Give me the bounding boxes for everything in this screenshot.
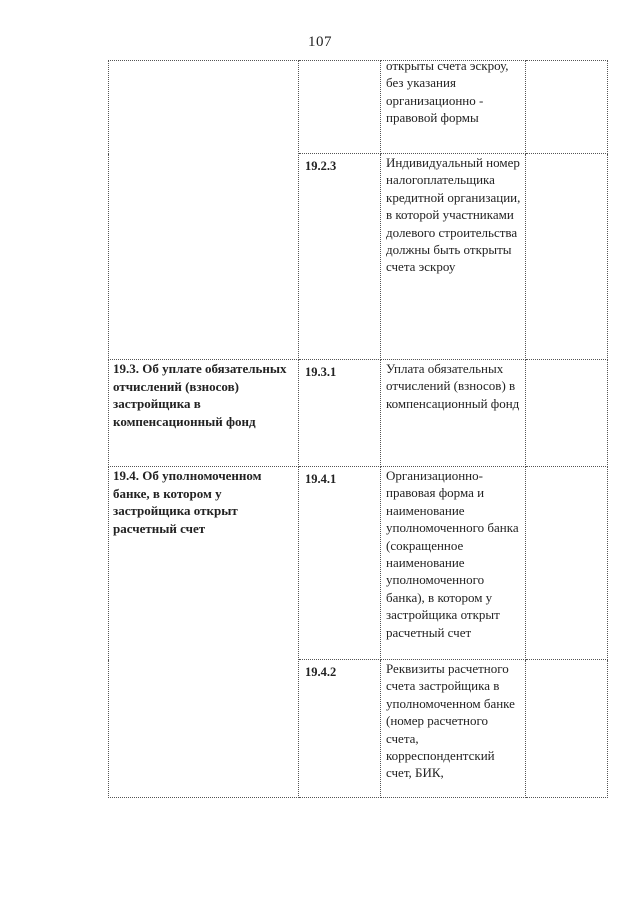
description-cell	[381, 154, 526, 360]
section-title: 19.4. Об уполномоченном банке, в котором у застройщика открыт расчетный счет	[113, 468, 262, 536]
code-cell	[299, 154, 381, 360]
description-cell	[381, 467, 526, 660]
table-row	[109, 360, 608, 467]
registry-table	[108, 60, 608, 798]
description-cell	[381, 58, 526, 154]
row-description: открыты счета эскроу, без указания организационно - правовой формы	[386, 58, 509, 126]
row-description: Индивидуальный номер налогоплательщика кредитной организации, в которой участниками долевого строительства должны быть открыты счета эскроу	[386, 155, 521, 275]
value-cell	[526, 360, 608, 467]
section-title: 19.3. Об уплате обязательных отчислений (взносов) застройщика в компенсационный фонд	[113, 361, 287, 429]
code-cell	[299, 61, 381, 154]
section-cell	[109, 467, 299, 798]
code-cell	[299, 660, 381, 798]
code-cell	[299, 360, 381, 467]
row-code: 19.4.2	[305, 665, 337, 679]
description-cell	[381, 360, 526, 467]
section-cell	[109, 360, 299, 467]
row-code: 19.3.1	[305, 365, 337, 379]
page-number: 107	[308, 34, 332, 50]
row-description: Уплата обязательных отчислений (взносов) в компенсационный фонд	[386, 361, 520, 411]
row-code: 19.4.1	[305, 472, 337, 486]
section-cell	[109, 61, 299, 360]
value-cell	[526, 154, 608, 360]
table-row	[109, 61, 608, 154]
row-description: Организационно-правовая форма и наименование уполномоченного банка (сокращенное наименование уполномоченного банка), в котором у застройщика открыт расчетный счет	[386, 468, 519, 640]
code-cell	[299, 467, 381, 660]
row-code: 19.2.3	[305, 159, 337, 173]
table-row	[109, 467, 608, 660]
row-description: Реквизиты расчетного счета застройщика в уполномоченном банке (номер расчетного счета, корреспондентский счет, БИК,	[386, 661, 515, 781]
value-cell	[526, 660, 608, 798]
value-cell	[526, 467, 608, 660]
description-cell	[381, 660, 526, 798]
value-cell	[526, 61, 608, 154]
